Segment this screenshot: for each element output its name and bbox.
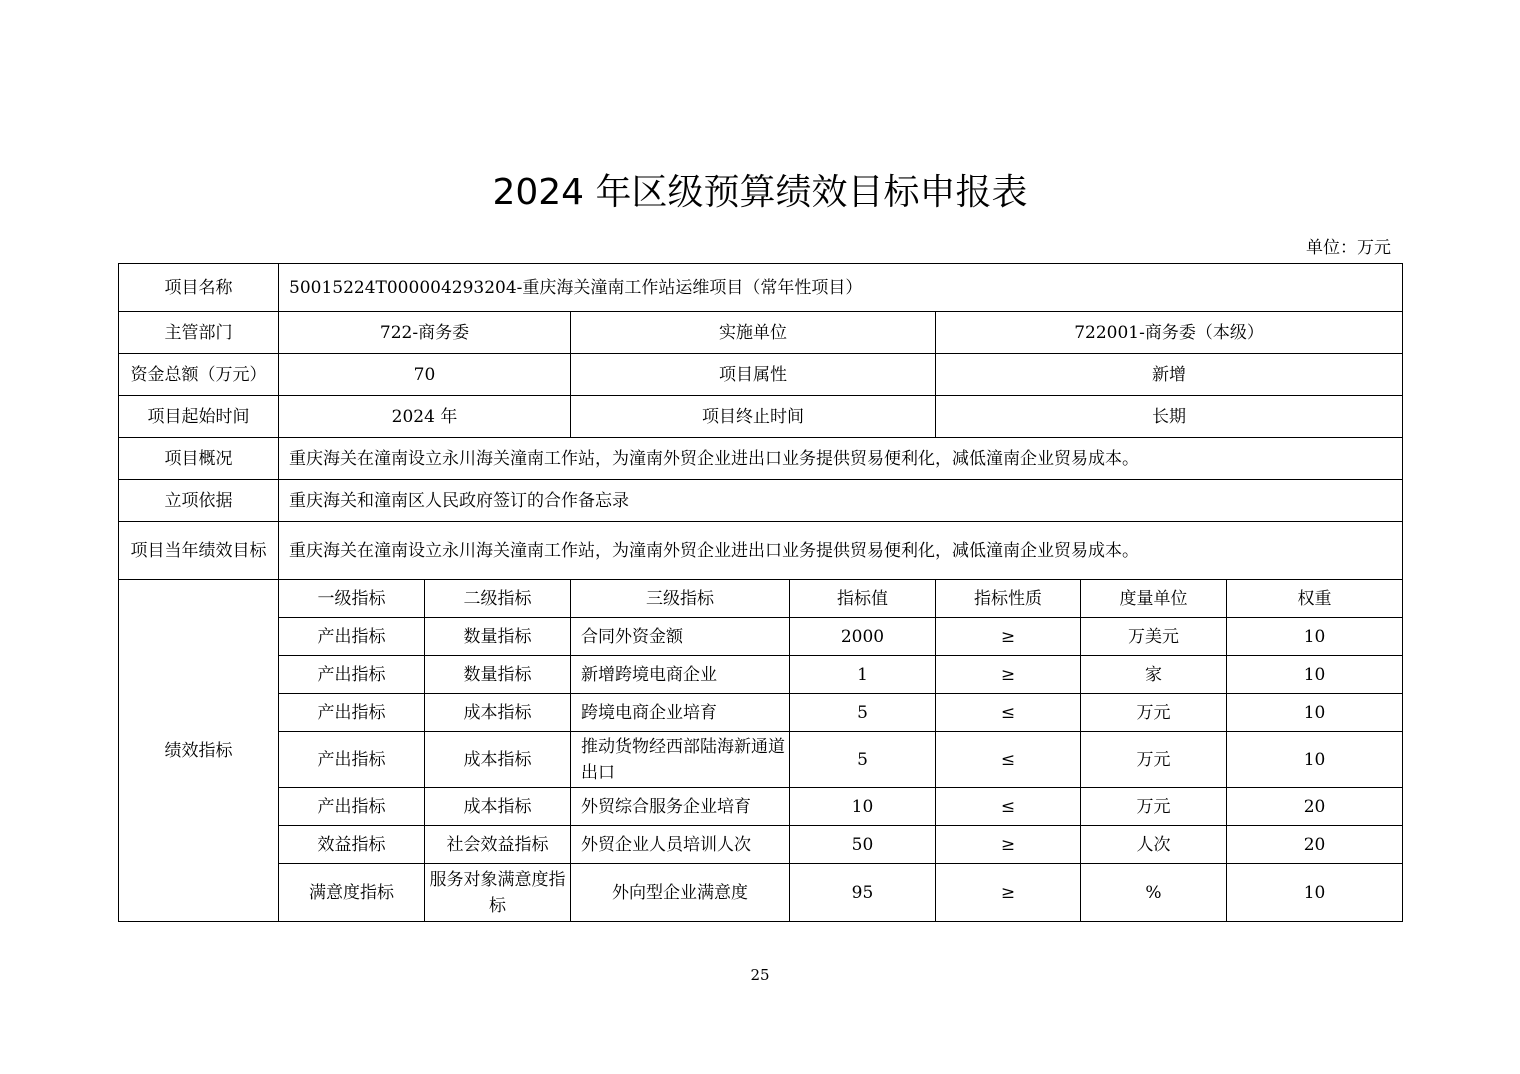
- unit-cell: 万元: [1081, 732, 1227, 788]
- nature-cell: ≥: [936, 826, 1081, 864]
- level2-cell: 服务对象满意度指标: [425, 864, 571, 922]
- overview-label: 项目概况: [119, 438, 279, 480]
- level3-cell: 推动货物经西部陆海新通道出口: [571, 732, 790, 788]
- level1-cell: 产出指标: [279, 656, 425, 694]
- level1-cell: 满意度指标: [279, 864, 425, 922]
- nature-cell: ≤: [936, 732, 1081, 788]
- level3-cell: 新增跨境电商企业: [571, 656, 790, 694]
- goal-value: 重庆海关在潼南设立永川海关潼南工作站，为潼南外贸企业进出口业务提供贸易便利化，减低潼南企业贸易成本。: [279, 522, 1403, 580]
- row-time: [119, 396, 1403, 438]
- indicator-row: [119, 788, 1403, 826]
- start-label: 项目起始时间: [119, 396, 279, 438]
- level2-cell: 数量指标: [425, 656, 571, 694]
- level3-cell: 合同外资金额: [571, 618, 790, 656]
- unit-label: 单位：万元: [1306, 238, 1391, 258]
- weight-cell: 10: [1227, 656, 1403, 694]
- level1-cell: 效益指标: [279, 826, 425, 864]
- row-goal: [119, 522, 1403, 580]
- row-project-name: [119, 264, 1403, 312]
- level3-cell: 外贸综合服务企业培育: [571, 788, 790, 826]
- unit-cell: 家: [1081, 656, 1227, 694]
- level2-cell: 成本指标: [425, 732, 571, 788]
- unit-cell: %: [1081, 864, 1227, 922]
- weight-cell: 10: [1227, 618, 1403, 656]
- value-cell: 50: [790, 826, 936, 864]
- unit-cell: 万元: [1081, 694, 1227, 732]
- nature-cell: ≥: [936, 656, 1081, 694]
- header-cell: 一级指标: [279, 580, 425, 618]
- value-cell: 5: [790, 732, 936, 788]
- basis-label: 立项依据: [119, 480, 279, 522]
- attr-label: 项目属性: [571, 354, 936, 396]
- goal-label: 项目当年绩效目标: [119, 522, 279, 580]
- dept-value: 722-商务委: [279, 312, 571, 354]
- level1-cell: 产出指标: [279, 788, 425, 826]
- nature-cell: ≥: [936, 618, 1081, 656]
- header-cell: 指标值: [790, 580, 936, 618]
- dept-label: 主管部门: [119, 312, 279, 354]
- page-title: 2024 年区级预算绩效目标申报表: [492, 172, 1028, 213]
- overview-value: 重庆海关在潼南设立永川海关潼南工作站，为潼南外贸企业进出口业务提供贸易便利化，减低潼南企业贸易成本。: [279, 438, 1403, 480]
- budget-performance-table: [118, 263, 1403, 922]
- project-name-label: 项目名称: [119, 264, 279, 312]
- unit-cell: 人次: [1081, 826, 1227, 864]
- impl-label: 实施单位: [571, 312, 936, 354]
- weight-cell: 10: [1227, 864, 1403, 922]
- level3-cell: 外向型企业满意度: [571, 864, 790, 922]
- value-cell: 95: [790, 864, 936, 922]
- indicator-row: [119, 694, 1403, 732]
- nature-cell: ≤: [936, 694, 1081, 732]
- row-overview: [119, 438, 1403, 480]
- nature-cell: ≥: [936, 864, 1081, 922]
- indicator-row: [119, 864, 1403, 922]
- level1-cell: 产出指标: [279, 732, 425, 788]
- header-cell: 权重: [1227, 580, 1403, 618]
- level2-cell: 成本指标: [425, 788, 571, 826]
- fund-value: 70: [279, 354, 571, 396]
- impl-value: 722001-商务委（本级）: [936, 312, 1403, 354]
- header-cell: 三级指标: [571, 580, 790, 618]
- unit-cell: 万美元: [1081, 618, 1227, 656]
- end-label: 项目终止时间: [571, 396, 936, 438]
- header-cell: 度量单位: [1081, 580, 1227, 618]
- weight-cell: 10: [1227, 694, 1403, 732]
- end-value: 长期: [936, 396, 1403, 438]
- attr-value: 新增: [936, 354, 1403, 396]
- indicators-section-label: 绩效指标: [119, 580, 279, 922]
- basis-value: 重庆海关和潼南区人民政府签订的合作备忘录: [279, 480, 1403, 522]
- page-number: 25: [750, 966, 770, 984]
- indicator-row: [119, 618, 1403, 656]
- row-dept: [119, 312, 1403, 354]
- value-cell: 1: [790, 656, 936, 694]
- fund-label: 资金总额（万元）: [119, 354, 279, 396]
- level2-cell: 数量指标: [425, 618, 571, 656]
- header-cell: 指标性质: [936, 580, 1081, 618]
- level2-cell: 成本指标: [425, 694, 571, 732]
- project-name-value: 50015224T000004293204-重庆海关潼南工作站运维项目（常年性项目）: [279, 264, 1403, 312]
- value-cell: 10: [790, 788, 936, 826]
- unit-cell: 万元: [1081, 788, 1227, 826]
- level1-cell: 产出指标: [279, 694, 425, 732]
- value-cell: 5: [790, 694, 936, 732]
- indicator-row: [119, 656, 1403, 694]
- row-basis: [119, 480, 1403, 522]
- weight-cell: 20: [1227, 788, 1403, 826]
- start-value: 2024 年: [279, 396, 571, 438]
- level3-cell: 跨境电商企业培育: [571, 694, 790, 732]
- indicator-row: [119, 732, 1403, 788]
- value-cell: 2000: [790, 618, 936, 656]
- level3-cell: 外贸企业人员培训人次: [571, 826, 790, 864]
- row-fund: [119, 354, 1403, 396]
- nature-cell: ≤: [936, 788, 1081, 826]
- header-cell: 二级指标: [425, 580, 571, 618]
- level1-cell: 产出指标: [279, 618, 425, 656]
- indicator-header-row: [119, 580, 1403, 618]
- weight-cell: 20: [1227, 826, 1403, 864]
- weight-cell: 10: [1227, 732, 1403, 788]
- level2-cell: 社会效益指标: [425, 826, 571, 864]
- indicator-row: [119, 826, 1403, 864]
